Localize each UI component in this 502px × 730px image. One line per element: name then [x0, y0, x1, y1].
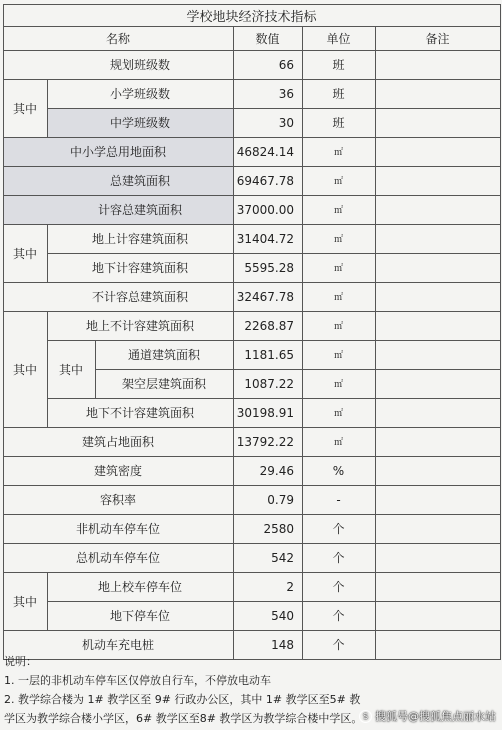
row-unit: 个 — [332, 580, 345, 594]
row-value: 148 — [271, 637, 294, 652]
note-line-1: 1. 一层的非机动车停车区仅停放自行车，不停放电动车 — [4, 674, 271, 687]
row-unit: ㎡ — [333, 438, 343, 448]
grid-line — [3, 572, 501, 573]
note-line-2: 2. 教学综合楼为 1# 教学区至 9# 行政办公区，其中 1# 教学区至5# 教 — [4, 693, 361, 706]
row-value: 66 — [278, 57, 294, 72]
grid-line — [95, 369, 501, 370]
row-name: 总建筑面积 — [109, 174, 170, 188]
row-unit: 个 — [332, 638, 345, 652]
row-unit: 班 — [332, 87, 345, 101]
group-label: 其中 — [12, 594, 37, 609]
grid-line — [302, 26, 303, 660]
row-value: 37000.00 — [236, 202, 294, 217]
grid-line — [3, 50, 501, 51]
row-name: 地下停车位 — [109, 609, 170, 623]
row-unit: ㎡ — [333, 322, 343, 332]
row-unit: ㎡ — [333, 177, 343, 187]
grid-line — [3, 26, 501, 27]
row-value: 540 — [271, 608, 294, 623]
row-name: 机动车充电桩 — [81, 638, 154, 652]
row-unit: - — [336, 492, 341, 507]
grid-line — [47, 340, 501, 341]
grid-line — [95, 340, 96, 399]
grid-line — [3, 485, 501, 486]
row-name: 地下不计容建筑面积 — [85, 406, 194, 420]
watermark-text: 搜狐号@搜狐焦点丽水站 — [375, 710, 496, 723]
grid-line — [3, 224, 501, 225]
grid-line — [3, 456, 501, 457]
row-unit: ㎡ — [333, 293, 343, 303]
row-unit: ㎡ — [333, 351, 343, 361]
row-name: 容积率 — [99, 493, 136, 507]
grid-line — [47, 572, 48, 631]
row-value: 30 — [278, 115, 294, 130]
row-unit: ㎡ — [333, 380, 343, 390]
row-name: 建筑占地面积 — [81, 435, 154, 449]
row-value: 1181.65 — [244, 347, 294, 362]
row-name: 架空层建筑面积 — [121, 377, 206, 391]
grid-line — [375, 26, 376, 660]
row-name: 小学班级数 — [109, 87, 170, 101]
sub-group-label: 其中 — [58, 362, 83, 377]
grid-line — [3, 543, 501, 544]
grid-line — [3, 630, 501, 631]
row-value: 1087.22 — [244, 376, 294, 391]
row-name: 地上校车停车位 — [97, 580, 182, 594]
row-value: 2268.87 — [244, 318, 294, 333]
row-value: 5595.28 — [244, 260, 294, 275]
row-unit: 个 — [332, 522, 345, 536]
grid-line — [47, 224, 48, 283]
row-value: 542 — [271, 550, 294, 565]
row-name: 总机动车停车位 — [75, 551, 160, 565]
grid-line — [3, 427, 501, 428]
row-name: 不计容总建筑面积 — [91, 290, 188, 304]
row-value: 2580 — [263, 521, 294, 536]
grid-line — [47, 398, 501, 399]
sohu-logo-icon: S — [359, 710, 372, 723]
row-unit: ㎡ — [333, 148, 343, 158]
row-value: 31404.72 — [236, 231, 294, 246]
grid-line — [233, 26, 234, 660]
grid-line — [47, 311, 48, 428]
row-value: 32467.78 — [236, 289, 294, 304]
group-label: 其中 — [12, 362, 37, 377]
grid-line — [3, 137, 501, 138]
row-name: 中学班级数 — [109, 116, 170, 130]
row-name: 建筑密度 — [93, 464, 142, 478]
grid-line — [3, 282, 501, 283]
row-unit: 个 — [332, 609, 345, 623]
grid-line — [500, 4, 501, 660]
grid-line — [47, 601, 501, 602]
row-value: 2 — [286, 579, 294, 594]
note-line-3: 学区为教学综合楼小学区，6# 教学区至8# 教学区为教学综合楼中学区。 — [4, 712, 363, 725]
row-name: 地下计容建筑面积 — [91, 261, 188, 275]
notes-heading: 说明： — [4, 655, 37, 668]
grid-line — [47, 108, 501, 109]
grid-line — [47, 253, 501, 254]
group-label: 其中 — [12, 101, 37, 116]
row-unit: ㎡ — [333, 409, 343, 419]
row-value: 13792.22 — [236, 434, 294, 449]
row-unit: 班 — [332, 58, 345, 72]
row-name: 地上计容建筑面积 — [91, 232, 188, 246]
row-value: 30198.91 — [236, 405, 294, 420]
group-label: 其中 — [12, 246, 37, 261]
row-name: 规划班级数 — [109, 58, 170, 72]
row-value: 46824.14 — [236, 144, 294, 159]
row-unit: ㎡ — [333, 235, 343, 245]
row-name: 非机动车停车位 — [75, 522, 160, 536]
table-title: 学校地块经济技术指标 — [186, 9, 317, 25]
header-value: 数值 — [255, 31, 280, 46]
grid-line — [3, 195, 501, 196]
grid-line — [3, 79, 501, 80]
row-unit: ㎡ — [333, 206, 343, 216]
grid-line — [3, 166, 501, 167]
row-name: 计容总建筑面积 — [97, 203, 182, 217]
grid-line — [47, 79, 48, 138]
grid-line — [3, 4, 4, 660]
header-remark: 备注 — [425, 31, 450, 46]
grid-line — [3, 4, 501, 5]
watermark — [359, 708, 496, 724]
row-name: 中小学总用地面积 — [69, 145, 166, 159]
header-name: 名称 — [105, 31, 130, 46]
row-value: 29.46 — [259, 463, 294, 478]
row-unit: 班 — [332, 116, 345, 130]
row-value: 69467.78 — [236, 173, 294, 188]
row-name: 地上不计容建筑面积 — [85, 319, 194, 333]
row-value: 0.79 — [267, 492, 294, 507]
row-value: 36 — [278, 86, 294, 101]
grid-line — [3, 311, 501, 312]
grid-line — [3, 514, 501, 515]
row-unit: 个 — [332, 551, 345, 565]
row-name: 通道建筑面积 — [127, 348, 200, 362]
row-unit: % — [332, 463, 345, 478]
row-unit: ㎡ — [333, 264, 343, 274]
header-unit: 单位 — [326, 31, 351, 46]
